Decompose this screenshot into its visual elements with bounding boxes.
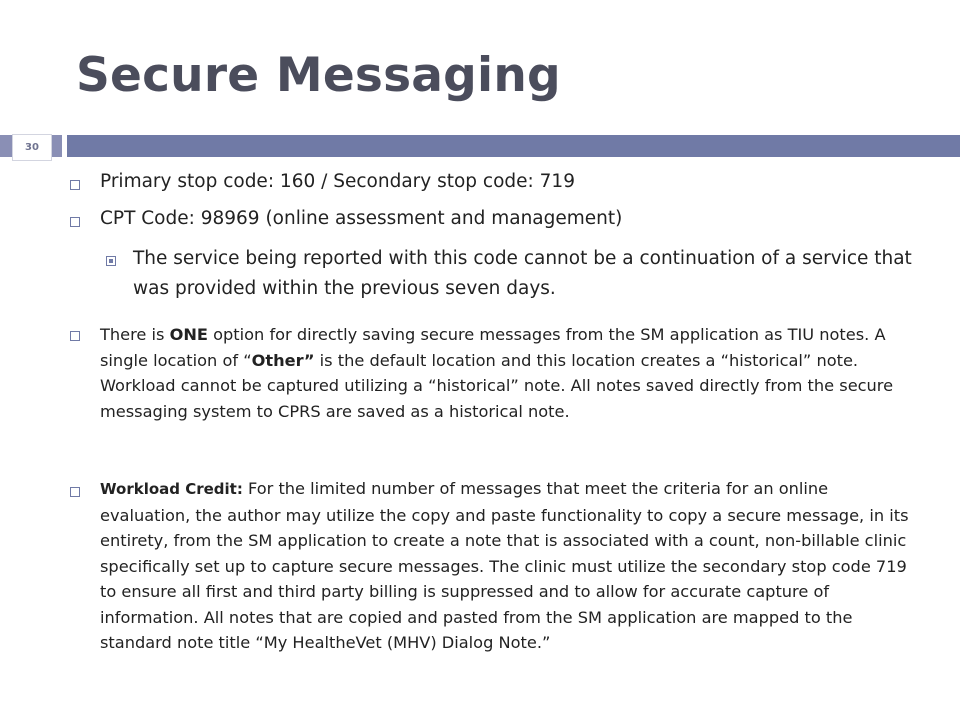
workload-credit-label: Workload Credit: bbox=[100, 480, 243, 498]
square-bullet-icon bbox=[70, 180, 80, 190]
bullet-stop-code: Primary stop code: 160 / Secondary stop code: 719 bbox=[100, 171, 575, 192]
square-bullet-icon bbox=[70, 487, 80, 497]
slide-number: 30 bbox=[12, 134, 52, 161]
bullet-workload-credit bbox=[100, 476, 920, 656]
text-segment: option for directly saving secure messages from the SM application as TIU notes. A single location of “ bbox=[100, 325, 886, 370]
text-segment: There is bbox=[100, 325, 170, 344]
bold-other: Other” bbox=[251, 350, 315, 370]
bullet-cpt-code: CPT Code: 98969 (online assessment and management) bbox=[100, 208, 623, 229]
text-segment: is the default location and this location creates a “historical” note. Workload cannot be captured utilizing a “historical” note. All notes saved directly from the secure messaging system to CPRS are saved as a historical note. bbox=[100, 350, 894, 421]
filled-square-bullet-icon bbox=[106, 256, 116, 266]
text-segment: For the limited number of messages that meet the criteria for an online evaluation, the author may utilize the copy and paste functionality to copy a secure message, in its entirety, from the SM application to create a note that is associated with a count, non-billable clinic specifically set up to capture secure messages. The clinic must utilize the secondary stop code 719 to ensure all first and third party billing is suppressed and to allow for accurate capture of information. All notes that are copied and pasted from the SM application are mapped to the standard note title “My HealtheVet (MHV) Dialog Note.” bbox=[100, 479, 909, 652]
square-bullet-icon bbox=[70, 217, 80, 227]
header-bar-right bbox=[67, 135, 960, 157]
slide-title: Secure Messaging bbox=[76, 48, 561, 103]
bold-one: ONE bbox=[169, 325, 208, 344]
square-bullet-icon bbox=[70, 331, 80, 341]
sub-bullet-continuation: The service being reported with this code cannot be a continuation of a service that was provided within the previous seven days. bbox=[133, 248, 912, 299]
bullet-one-option bbox=[100, 322, 920, 424]
